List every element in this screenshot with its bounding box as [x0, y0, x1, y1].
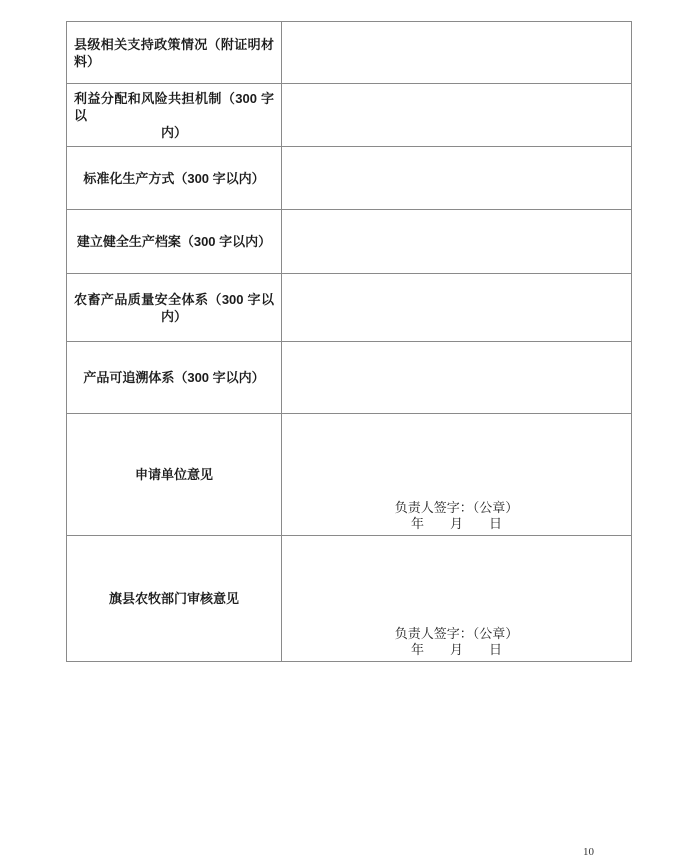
value-cell-applicant-unit-opinion[interactable]: [282, 414, 632, 536]
year-month-day-line: 年 月 日: [410, 516, 502, 531]
value-cell-county-support-policy[interactable]: [282, 22, 632, 84]
label-text: 标准化生产方式（300 字以内）: [83, 170, 265, 186]
label-cell-quality-safety-system: [67, 274, 282, 342]
label-text: 料）: [74, 53, 101, 69]
label-cell-applicant-unit-opinion: [67, 414, 282, 536]
responsible-person-signature-line: 负责人签字：（公章）: [394, 626, 519, 641]
label-text: 县级相关支持政策情况（附证明材: [74, 36, 274, 52]
label-text: 内）: [160, 124, 187, 140]
label-cell-benefit-risk-mechanism: [67, 84, 282, 147]
label-cell-county-dept-review-opinion: [67, 536, 282, 662]
label-text: 旗县农牧部门审核意见: [108, 591, 239, 606]
label-text: 建立健全生产档案（300 字以内）: [76, 234, 272, 249]
year-month-day-line: 年 月 日: [410, 642, 502, 657]
value-cell-production-records[interactable]: [282, 210, 632, 274]
application-form-table: [66, 21, 632, 662]
label-text: 申请单位意见: [134, 467, 213, 482]
responsible-person-signature-line: 负责人签字：（公章）: [394, 500, 519, 515]
label-text: 利益分配和风险共担机制（300 字以: [74, 90, 274, 123]
value-cell-standardized-production[interactable]: [282, 147, 632, 210]
label-cell-county-support-policy: [67, 22, 282, 84]
value-cell-quality-safety-system[interactable]: [282, 274, 632, 342]
label-text: 产品可追溯体系（300 字以内）: [83, 370, 265, 385]
label-text: 农畜产品质量安全体系（300 字以: [74, 291, 274, 307]
signature-block: [395, 626, 519, 658]
label-cell-standardized-production: [67, 147, 282, 210]
signature-block: [395, 500, 519, 532]
label-cell-traceability-system: [67, 342, 282, 414]
page-number: 10: [583, 846, 594, 858]
value-cell-benefit-risk-mechanism[interactable]: [282, 84, 632, 147]
label-cell-production-records: [67, 210, 282, 274]
label-text: 内）: [160, 308, 187, 324]
value-cell-county-dept-review-opinion[interactable]: [282, 536, 632, 662]
value-cell-traceability-system[interactable]: [282, 342, 632, 414]
